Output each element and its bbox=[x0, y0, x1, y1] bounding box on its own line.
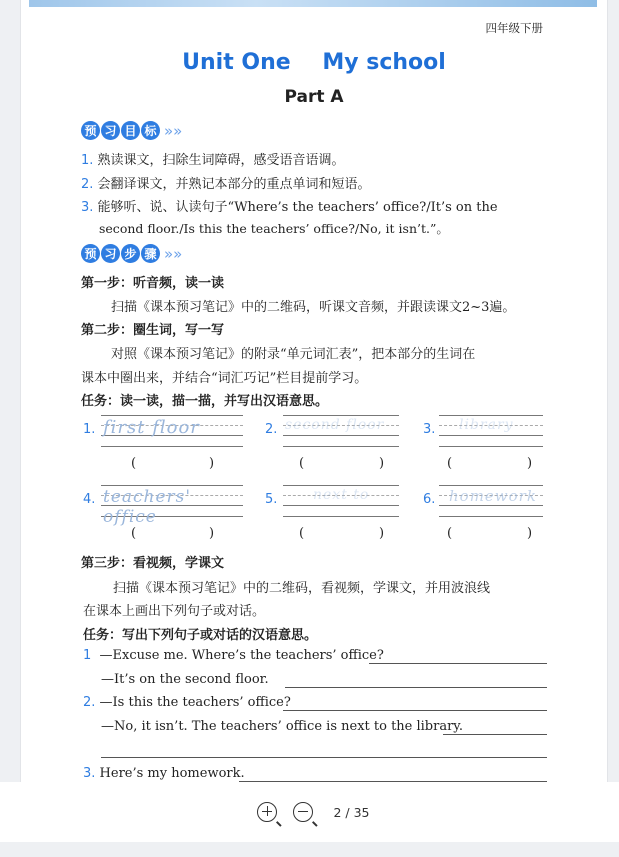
word-number: 2. bbox=[265, 422, 278, 437]
traced-word: library bbox=[459, 417, 514, 433]
paren-open: ( bbox=[447, 526, 453, 541]
sentence-item: 1 —Excuse me. Where’s the teachers’ office? bbox=[83, 648, 384, 663]
paren-close: ) bbox=[209, 456, 215, 471]
badge-char: 标 bbox=[141, 121, 160, 140]
badge-char: 习 bbox=[101, 244, 120, 263]
viewer-toolbar bbox=[0, 782, 619, 842]
word-number: 4. bbox=[83, 492, 96, 507]
preview-steps-badge bbox=[81, 244, 182, 263]
sentence-item: —It’s on the second floor. bbox=[101, 672, 269, 687]
double-chevron-icon: »» bbox=[164, 121, 183, 140]
step3-text: 扫描《课本预习笔记》中的二维码，看视频，学课文，并用波浪线 bbox=[113, 581, 491, 596]
step3-text: 在课本上画出下列句子或对话。 bbox=[83, 604, 266, 619]
word-number: 5. bbox=[265, 492, 278, 507]
unit-name: My school bbox=[322, 50, 446, 75]
badge-char: 预 bbox=[81, 121, 100, 140]
unit-title bbox=[21, 50, 607, 75]
answer-line[interactable] bbox=[369, 663, 547, 664]
preview-goals-badge bbox=[81, 121, 182, 140]
part-title: Part A bbox=[284, 87, 344, 107]
header-strip bbox=[29, 0, 597, 7]
answer-line[interactable] bbox=[443, 734, 547, 735]
paren-open: ( bbox=[447, 456, 453, 471]
paren-close: ) bbox=[527, 456, 533, 471]
badge-char: 骤 bbox=[141, 244, 160, 263]
goal-item: 2. 会翻译课文，并熟记本部分的重点单词和短语。 bbox=[81, 177, 371, 192]
step2-text: 课本中圈出来，并结合“词汇巧记”栏目提前学习。 bbox=[81, 371, 368, 386]
paren-open: ( bbox=[131, 456, 137, 471]
answer-line[interactable] bbox=[283, 710, 547, 711]
word-number: 6. bbox=[423, 492, 436, 507]
traced-word: homework bbox=[449, 487, 537, 505]
document-page bbox=[20, 0, 608, 782]
zoom-in-icon[interactable] bbox=[257, 802, 277, 822]
double-chevron-icon: »» bbox=[164, 244, 183, 263]
traced-word: teachers' office bbox=[103, 487, 192, 527]
paren-open: ( bbox=[131, 526, 137, 541]
goal-item-continued: second floor./Is this the teachers’ office?/No, it isn’t.”。 bbox=[99, 221, 449, 236]
step1-text: 扫描《课本预习笔记》中的二维码，听课文音频，并跟读课文2~3遍。 bbox=[111, 300, 516, 315]
badge-char: 预 bbox=[81, 244, 100, 263]
answer-line[interactable] bbox=[101, 757, 547, 758]
badge-char: 目 bbox=[121, 121, 140, 140]
sentence-item: 3. Here’s my homework. bbox=[83, 766, 245, 781]
page-indicator: 2 / 35 bbox=[333, 804, 370, 820]
step2-title: 第二步：圈生词，写一写 bbox=[81, 323, 225, 338]
paren-close: ) bbox=[209, 526, 215, 541]
step2-text: 对照《课本预习笔记》的附录“单元词汇表”，把本部分的生词在 bbox=[111, 347, 476, 362]
word-number: 3. bbox=[423, 422, 436, 437]
zoom-out-icon[interactable] bbox=[293, 802, 313, 822]
badge-char: 习 bbox=[101, 121, 120, 140]
task1-label: 任务：读一读，描一描，并写出汉语意思。 bbox=[81, 394, 329, 409]
word-number: 1. bbox=[83, 422, 96, 437]
paren-open: ( bbox=[299, 526, 305, 541]
sentence-item: 2. —Is this the teachers’ office? bbox=[83, 695, 291, 710]
task2-label: 任务：写出下列句子或对话的汉语意思。 bbox=[83, 628, 318, 643]
goal-item: 3. 能够听、说、认读句子“Where’s the teachers’ office?/It’s on the bbox=[81, 200, 498, 215]
step1-title: 第一步：听音频，读一读 bbox=[81, 276, 225, 291]
traced-word: second floor bbox=[285, 417, 385, 433]
traced-word: next to bbox=[313, 487, 370, 503]
paren-close: ) bbox=[527, 526, 533, 541]
paren-close: ) bbox=[379, 526, 385, 541]
step3-title: 第三步：看视频，学课文 bbox=[81, 556, 225, 571]
paren-close: ) bbox=[379, 456, 385, 471]
sentence-item: —No, it isn’t. The teachers’ office is next to the library. bbox=[101, 719, 464, 734]
traced-word: first floor bbox=[103, 417, 200, 438]
goal-item: 1. 熟读课文，扫除生词障碍，感受语音语调。 bbox=[81, 153, 345, 168]
answer-line[interactable] bbox=[285, 687, 547, 688]
badge-char: 步 bbox=[121, 244, 140, 263]
grade-label: 四年级下册 bbox=[485, 21, 543, 35]
unit-label: Unit One bbox=[182, 50, 291, 75]
paren-open: ( bbox=[299, 456, 305, 471]
